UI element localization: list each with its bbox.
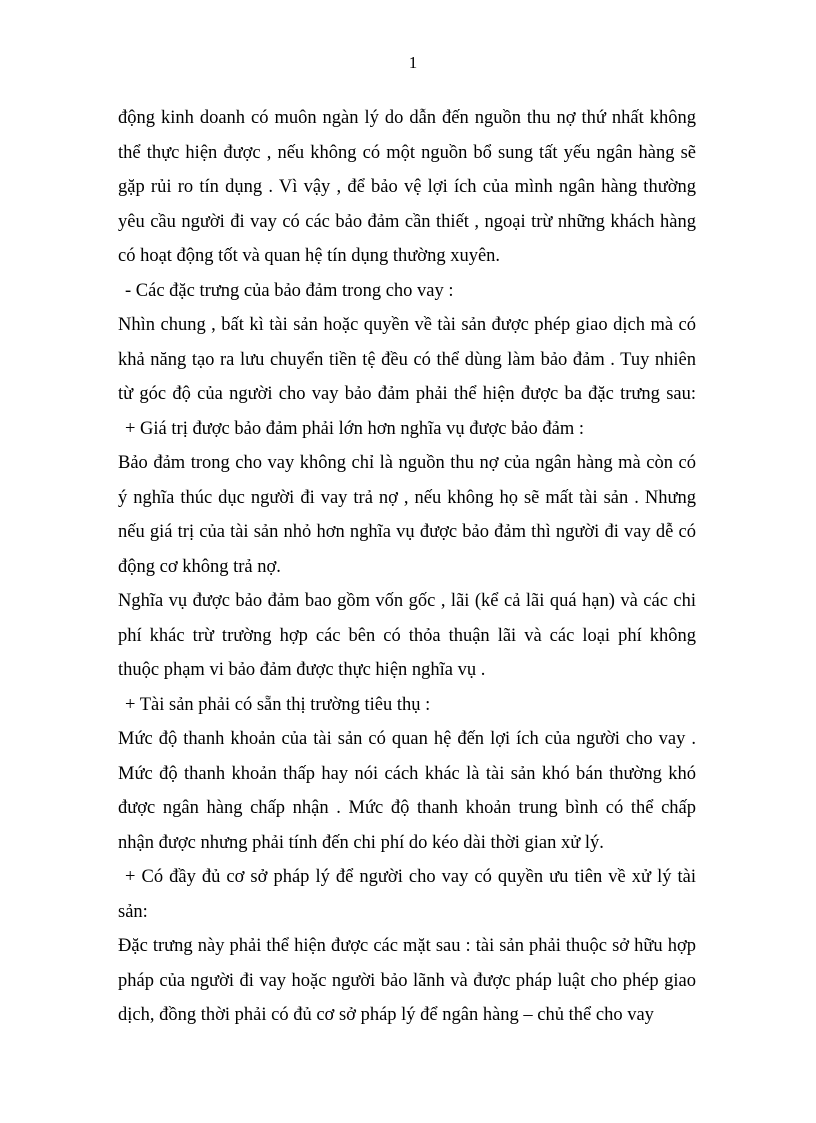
text-line: yêu cầu người đi vay có các bảo đảm cần thiết , ngoại trừ những khách hàng <box>118 211 696 232</box>
text-line: + Tài sản phải có sẵn thị trường tiêu thụ : <box>125 694 431 715</box>
text-line: Nghĩa vụ được bảo đảm bao gồm vốn gốc , lãi (kể cả lãi quá hạn) và các chi <box>118 591 696 611</box>
text-line: có hoạt động tốt và quan hệ tín dụng thường xuyên. <box>118 246 501 266</box>
body-text <box>118 101 696 1033</box>
text-line: + Có đầy đủ cơ sở pháp lý để người cho vay có quyền ưu tiên về xử lý tài <box>125 867 696 887</box>
text-line: Mức độ thanh khoản thấp hay nói cách khác là tài sản khó bán thường khó <box>118 763 696 784</box>
text-line: thuộc phạm vi bảo đảm được thực hiện nghĩa vụ . <box>118 660 486 680</box>
text-line: Nhìn chung , bất kì tài sản hoặc quyền về tài sản được phép giao dịch mà có <box>118 315 696 335</box>
text-line: động cơ không trả nợ. <box>118 556 281 577</box>
text-line: nếu giá trị của tài sản nhỏ hơn nghĩa vụ được bảo đảm thì người đi vay dễ có <box>118 522 696 542</box>
text-line: pháp của người đi vay hoặc người bảo lãnh và được pháp luật cho phép giao <box>118 970 696 991</box>
text-line: được ngân hàng chấp nhận . Mức độ thanh khoản trung bình có thể chấp <box>118 798 696 818</box>
text-line: Mức độ thanh khoản của tài sản có quan hệ đến lợi ích của người cho vay . <box>118 729 696 749</box>
text-line: - Các đặc trưng của bảo đảm trong cho vay : <box>125 280 454 301</box>
text-line: khả năng tạo ra lưu chuyển tiền tệ đều có thể dùng làm bảo đảm . Tuy nhiên <box>118 349 696 370</box>
text-line: nhận được nhưng phải tính đến chi phí do kéo dài thời gian xử lý. <box>118 832 604 853</box>
text-line: ý nghĩa thúc dục người đi vay trả nợ , nếu không họ sẽ mất tài sản . Nhưng <box>118 487 696 508</box>
text-line: gặp rủi ro tín dụng . Vì vậy , để bảo vệ lợi ích của mình ngân hàng thường <box>118 177 696 197</box>
text-line: thể thực hiện được , nếu không có một nguồn bổ sung tất yếu ngân hàng sẽ <box>118 142 696 163</box>
text-line: dịch, đồng thời phải có đủ cơ sở pháp lý để ngân hàng – chủ thể cho vay <box>118 1005 654 1025</box>
page-number: 1 <box>408 53 418 72</box>
text-line: + Giá trị được bảo đảm phải lớn hơn nghĩa vụ được bảo đảm : <box>125 418 585 439</box>
text-line: Bảo đảm trong cho vay không chỉ là nguồn thu nợ của ngân hàng mà còn có <box>118 453 696 473</box>
text-line: động kinh doanh có muôn ngàn lý do dẫn đến nguồn thu nợ thứ nhất không <box>118 108 696 128</box>
text-line: từ góc độ của người cho vay bảo đảm phải thể hiện được ba đặc trưng sau: <box>118 384 696 404</box>
text-line: sản: <box>118 901 148 922</box>
text-line: Đặc trưng này phải thể hiện được các mặt sau : tài sản phải thuộc sở hữu hợp <box>118 936 696 956</box>
text-line: phí khác trừ trường hợp các bên có thỏa thuận lãi và các loại phí không <box>118 625 696 646</box>
